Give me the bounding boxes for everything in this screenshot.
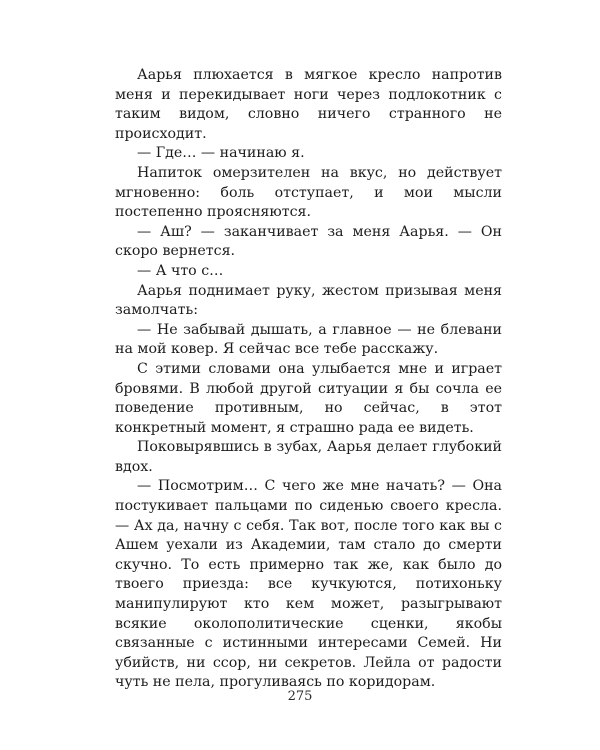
page-number: 275	[287, 689, 313, 704]
paragraph: — Посмотрим… С чего же мне начать? — Она постукивает пальцами по сиденью своего кресла. — Ах да, начну с себя. Так вот, после того как вы с Ашем уехали из Академии, там стало до смерти скучно. То есть примерно так же, как было до твоего приезда: все кучкуются, потихоньку манипулируют кто кем может, разыгрывают всякие околополитические сценки, якобы связанные с истинными интересами Семей. Ни убийств, ни ссор, ни секретов. Лейла от радости чуть не пела, прогуливаясь по коридорам.	[115, 478, 502, 691]
body-text	[115, 66, 502, 693]
paragraph: — Где… — начинаю я.	[137, 145, 305, 162]
paragraph: — Аш? — заканчивает за меня Аарья. — Он скоро вернется.	[115, 223, 502, 260]
paragraph: — Не забывай дышать, а главное — не блевани на мой ковер. Я сейчас все тебе расскажу.	[115, 321, 502, 358]
paragraph: С этими словами она улыбается мне и играет бровями. В любой другой ситуации я бы сочла ее поведение противным, но сейчас, в этот конкретный момент, я страшно рада ее видеть.	[115, 360, 502, 436]
paragraph: Аарья поднимает руку, жестом призывая меня замолчать:	[115, 282, 502, 319]
paragraph: — А что с…	[137, 262, 224, 279]
paragraph: Поковырявшись в зубах, Аарья делает глубокий вдох.	[115, 439, 502, 475]
paragraph: Напиток омерзителен на вкус, но действует мгновенно: боль отступает, и мои мысли постепенно проясняются.	[115, 164, 502, 221]
paragraph: Аарья плюхается в мягкое кресло напротив меня и перекидывает ноги через подлокотник с таким видом, словно ничего странного не происходит.	[115, 67, 502, 142]
